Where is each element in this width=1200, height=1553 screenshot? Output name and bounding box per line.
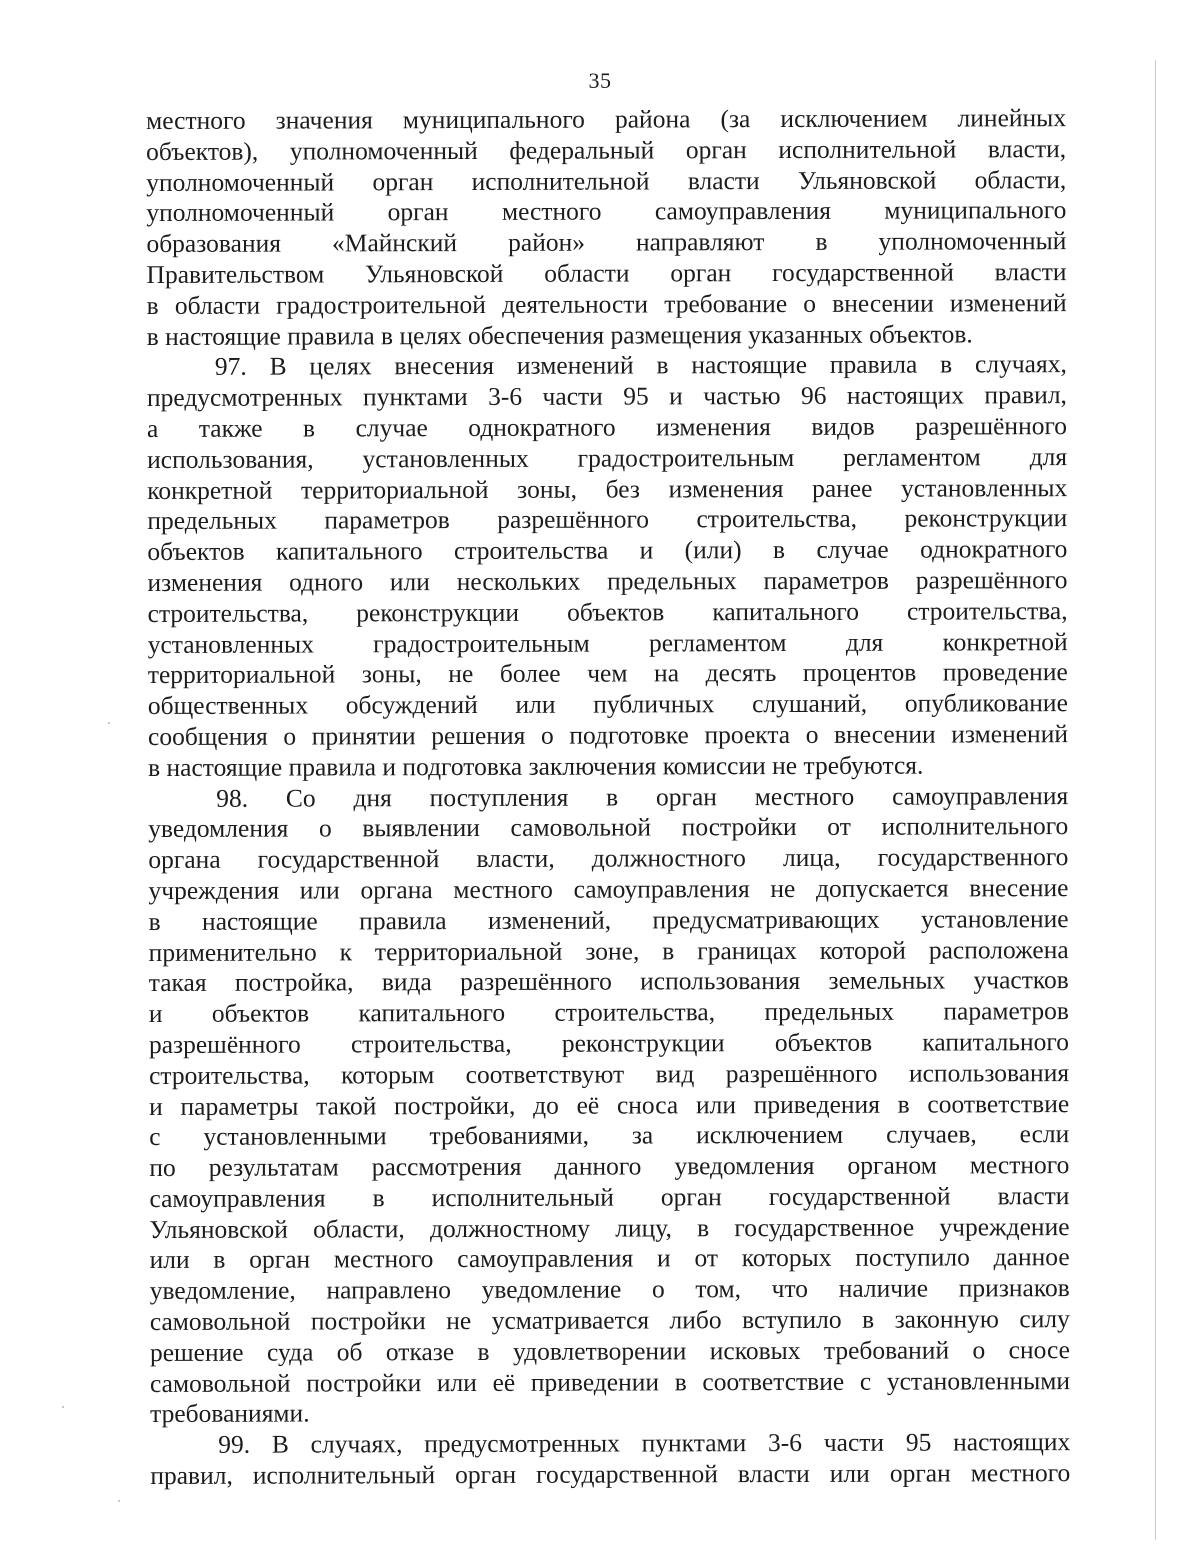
- paragraph-99-start: 99. В случаях, предусмотренных пунктами 3-6 части 95 настоящих: [218, 1427, 1071, 1460]
- text-line: установленных градостроительным регламентом для конкретной: [147, 626, 1068, 659]
- paragraph-98-start: 98. Со дня поступления в орган местного самоуправления: [216, 780, 1069, 813]
- text-line: самовольной постройки или её приведении в соответствие с установленными: [149, 1365, 1071, 1398]
- text-line: объектов), уполномоченный федеральный орган исполнительной власти,: [146, 133, 1067, 166]
- text-line: Правительством Ульяновской области орган государственной власти: [146, 257, 1067, 289]
- text-line: уведомление, направлено уведомление о том, что наличие признаков: [149, 1273, 1070, 1306]
- text-line: использования, установленных градостроительным регламентом для: [147, 441, 1068, 474]
- text-line: самоуправления в исполнительный орган государственной власти: [149, 1180, 1070, 1213]
- text-line: территориальной зоны, не более чем на десять процентов проведение: [147, 657, 1068, 690]
- text-line: строительства, которым соответствуют вид разрешённого использования: [148, 1057, 1070, 1090]
- text-line: самовольной постройки не усматривается либо вступило в законную силу: [149, 1304, 1070, 1337]
- text-line: правил, исполнительный орган государственной власти или орган местного: [150, 1458, 1071, 1491]
- text-line: разрешённого строительства, реконструкции объектов капитального: [148, 1027, 1069, 1059]
- text-line: требованиями.: [150, 1398, 310, 1429]
- text-line: в настоящие правила в целях обеспечения размещения указанных объектов.: [146, 318, 973, 351]
- text-line: с установленными требованиями, за исключением случаев, если: [149, 1119, 1070, 1152]
- text-line: образования «Майнский район» направляют в уполномоченный: [146, 226, 1067, 259]
- text-line: уведомления о выявлении самовольной постройки от исполнительного: [148, 811, 1069, 844]
- text-line: конкретной территориальной зоны, без изменения ранее установленных: [147, 472, 1068, 505]
- paragraph-97-start: 97. В целях внесения изменений в настоящие правила в случаях,: [214, 349, 1067, 382]
- scan-speck: [108, 722, 110, 724]
- page-edge-shadow: [1155, 60, 1156, 1540]
- text-line: в области градостроительной деятельности требование о внесении изменений: [146, 287, 1067, 320]
- text-line: предусмотренных пунктами 3-6 части 95 и частью 96 настоящих правил,: [146, 380, 1067, 413]
- text-line: решение суда об отказе в удовлетворении исковых требований о сносе: [149, 1334, 1070, 1367]
- text-line: местного значения муниципального района (за исключением линейных: [146, 103, 1067, 135]
- text-line: сообщения о принятии решения о подготовке проекта о внесении изменений: [147, 719, 1069, 751]
- text-line: по результатам рассмотрения данного уведомления органом местного: [149, 1150, 1070, 1183]
- text-line: такая постройка, вида разрешённого использования земельных участков: [148, 965, 1069, 998]
- text-line: предельных параметров разрешённого строительства, реконструкции: [147, 503, 1068, 536]
- text-line: общественных обсуждений или публичных слушаний, опубликование: [147, 688, 1068, 721]
- text-line: строительства, реконструкции объектов капитального строительства,: [147, 595, 1068, 628]
- text-line: уполномоченный орган исполнительной власти Ульяновской области,: [146, 164, 1067, 197]
- scan-speck: [62, 1406, 64, 1408]
- text-line: уполномоченный орган местного самоуправления муниципального: [146, 195, 1067, 228]
- text-line: в настоящие правила изменений, предусматривающих установление: [148, 903, 1069, 936]
- text-line: в настоящие правила и подготовка заключения комиссии не требуются.: [148, 750, 924, 782]
- scan-speck: [118, 1500, 120, 1502]
- document-body: [146, 103, 1070, 1492]
- page-number: 35: [588, 68, 612, 93]
- text-line: и объектов капитального строительства, предельных параметров: [148, 996, 1069, 1029]
- text-line: органа государственной власти, должностного лица, государственного: [148, 842, 1069, 875]
- text-line: изменения одного или нескольких предельных параметров разрешённого: [147, 565, 1068, 597]
- text-line: объектов капитального строительства и (или) в случае однократного: [147, 534, 1068, 567]
- text-line: и параметры такой постройки, до её сноса или приведения в соответствие: [149, 1088, 1070, 1121]
- text-line: учреждения или органа местного самоуправления не допускается внесение: [148, 873, 1069, 905]
- text-line: применительно к территориальной зоне, в границах которой расположена: [148, 934, 1069, 967]
- text-line: а также в случае однократного изменения видов разрешённого: [146, 411, 1068, 443]
- text-line: или в орган местного самоуправления и от которых поступило данное: [149, 1242, 1070, 1275]
- text-line: Ульяновской области, должностному лицу, в государственное учреждение: [149, 1211, 1070, 1244]
